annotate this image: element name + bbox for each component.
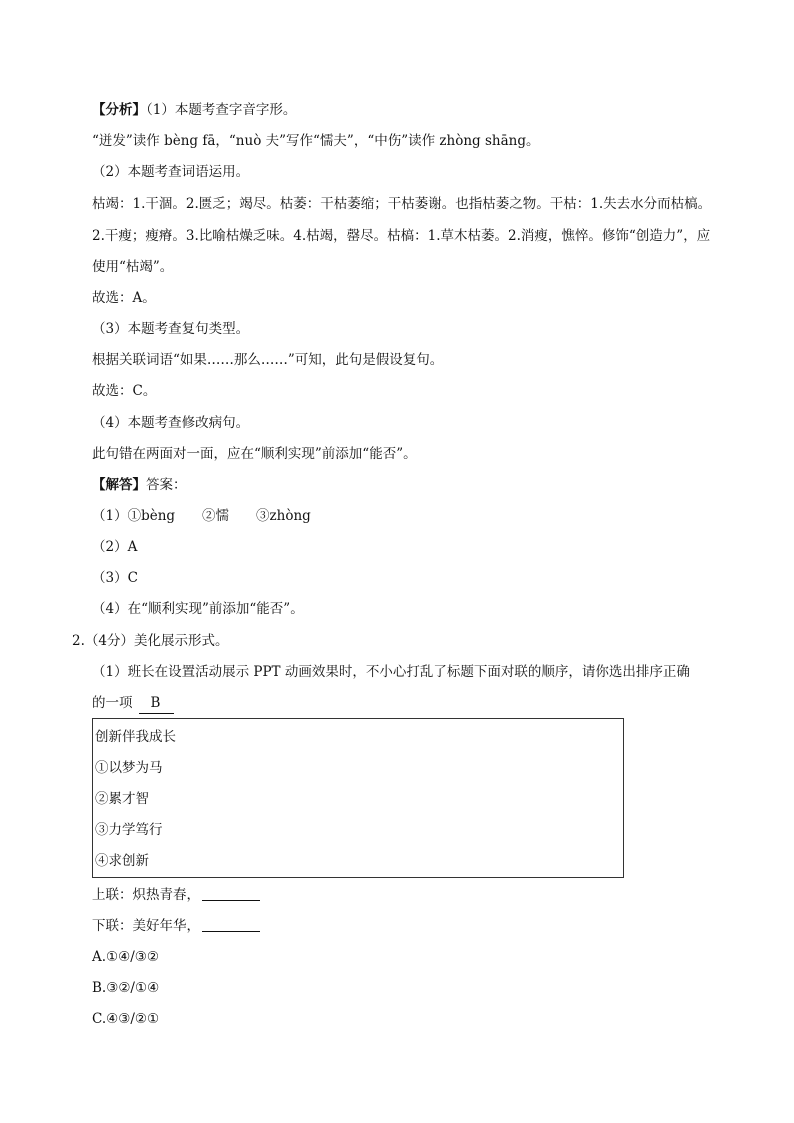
box-item-4: ④求创新 (95, 853, 149, 869)
analysis-p4-body: 此句错在两面对一面，应在“顺利实现”前添加“能否”。 (92, 446, 417, 462)
answer-2: （2）A (92, 539, 138, 555)
answer-line (92, 475, 187, 495)
analysis-p2-line-3: 使用“枯竭”。 (92, 259, 174, 275)
analysis-p1-head: （1）本题考查字音字形。 (146, 102, 297, 118)
analysis-p1-body: “迸发”读作 bèng fā，“nuò 夫”写作“懦夫”，“中伤”读作 zhòng shāng。 (92, 133, 540, 149)
analysis-p2-choice: 故选：A。 (92, 290, 156, 306)
answer-intro: 答案： (146, 477, 187, 493)
analysis-p2-line-2: 2.干瘦；瘦瘠。3.比喻枯燥乏味。4.枯竭，罄尽。枯槁：1.草木枯萎。2.消瘦，憔悴。修饰“创造力”，应 (92, 228, 711, 244)
analysis-p3-body: 根据关联词语“如果……那么……”可知，此句是假设复句。 (92, 352, 444, 368)
option-a: A.①④/③② (92, 949, 159, 965)
lower-couplet-text: 下联：美好年华， (92, 918, 200, 934)
upper-couplet-text: 上联：炽热青春， (92, 887, 200, 903)
answer-1: （1）①bèng ②懦 ③zhòng (92, 508, 311, 524)
analysis-p4-head: （4）本题考查修改病句。 (92, 415, 250, 431)
analysis-p3-head: （3）本题考查复句类型。 (92, 321, 250, 337)
analysis-p2-head: （2）本题考查词语运用。 (92, 164, 250, 180)
box-item-3: ③力学笃行 (95, 822, 163, 838)
answer-blank: B (139, 693, 175, 714)
analysis-label: 【分析】 (92, 102, 146, 118)
box-title: 创新伴我成长 (95, 729, 176, 745)
question-2-head: 2.（4分）美化展示形式。 (72, 633, 229, 649)
analysis-p3-choice: 故选：C。 (92, 383, 157, 399)
answer-label: 【解答】 (92, 477, 146, 493)
option-b: B.③②/①④ (92, 980, 160, 996)
upper-blank (202, 886, 260, 901)
answer-4: （4）在“顺利实现”前添加“能否”。 (92, 601, 304, 617)
box-item-1: ①以梦为马 (95, 760, 163, 776)
lower-blank (202, 917, 260, 932)
analysis-line-1 (92, 100, 296, 120)
analysis-p2-line-1: 枯竭：1.干涸。2.匮乏；竭尽。枯萎：干枯萎缩；干枯萎谢。也指枯萎之物。干枯：1.失去水分而枯槁。 (92, 196, 712, 212)
question-2-sub1-text: 的一项 (92, 695, 133, 711)
upper-couplet (92, 885, 260, 905)
couplet-box (92, 718, 624, 878)
answer-3: （3）C (92, 570, 138, 586)
question-2-sub1-line-2 (92, 693, 174, 714)
question-2-sub1-line-1: （1）班长在设置活动展示 PPT 动画效果时，不小心打乱了标题下面对联的顺序，请你选出排序正确 (92, 664, 690, 680)
box-item-2: ②累才智 (95, 791, 149, 807)
option-c: C.④③/②① (92, 1011, 160, 1027)
lower-couplet (92, 916, 260, 936)
